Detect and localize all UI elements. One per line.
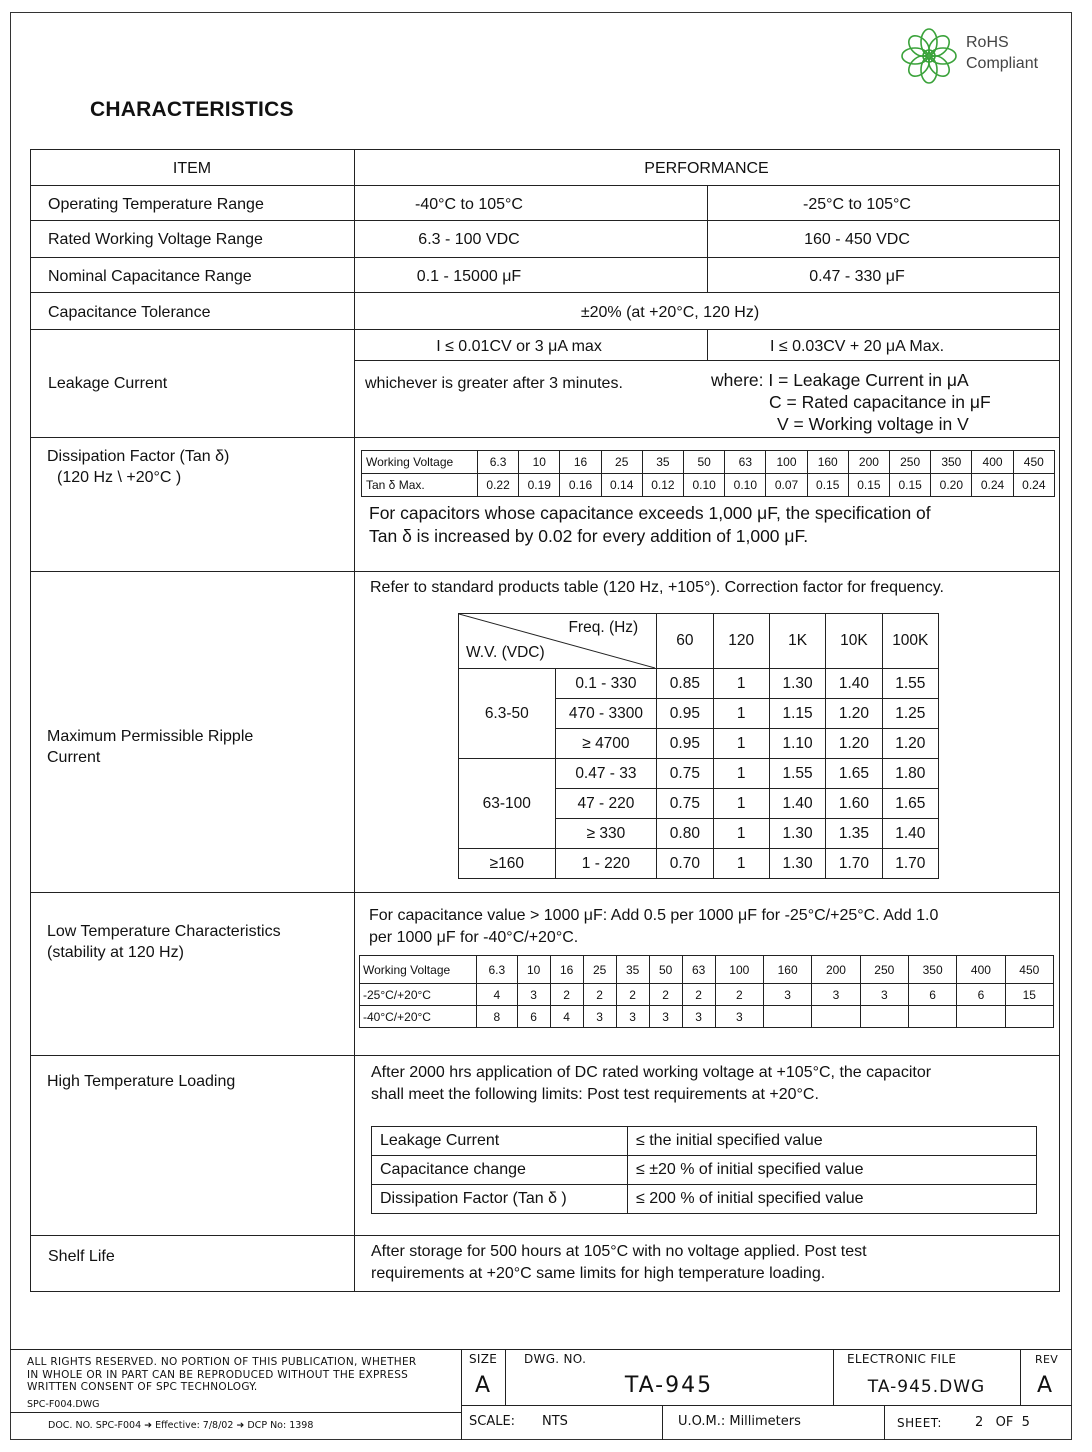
limit-value-cell: ≤ the initial specified value xyxy=(628,1127,1037,1156)
tan-voltage-cell: 50 xyxy=(684,451,725,474)
scale-label: SCALE: xyxy=(469,1414,516,1429)
lowtemp-ratio-cell: 3 xyxy=(517,984,550,1006)
capacitance-range-cell: 47 - 220 xyxy=(555,789,657,819)
lowtemp-ratio-cell xyxy=(957,1006,1005,1028)
lowtemp-ratio-cell: 3 xyxy=(812,984,860,1006)
correction-factor-cell: 1.20 xyxy=(826,729,882,759)
capacitance-range-cell: 0.1 - 330 xyxy=(555,669,657,699)
lowtemp-ratio-cell: 3 xyxy=(616,1006,649,1028)
rohs-label-1: RoHS xyxy=(966,34,1009,51)
correction-factor-cell: 1 xyxy=(713,849,769,879)
lowtemp-voltage-cell: 35 xyxy=(616,956,649,984)
tan-voltage-cell: 25 xyxy=(601,451,642,474)
tan-value-cell: 0.20 xyxy=(931,474,972,497)
tan-value-cell: 0.24 xyxy=(972,474,1013,497)
tan-value-cell: 0.19 xyxy=(519,474,560,497)
tan-value-cell: 0.22 xyxy=(478,474,519,497)
ripple-row xyxy=(459,849,939,879)
tan-header-label: Working Voltage xyxy=(362,451,478,474)
tan-voltage-cell: 10 xyxy=(519,451,560,474)
correction-factor-cell: 1.70 xyxy=(882,849,938,879)
correction-factor-cell: 1 xyxy=(713,729,769,759)
tan-value-cell: 0.16 xyxy=(560,474,601,497)
row-label-shelf-life: Shelf Life xyxy=(48,1248,115,1265)
lowtemp-voltage-cell: 16 xyxy=(550,956,583,984)
lowtemp-ratio-cell: 6 xyxy=(957,984,1005,1006)
tan-value-cell: 0.15 xyxy=(890,474,931,497)
lowtemp-ratio-cell: 3 xyxy=(715,1006,763,1028)
correction-factor-cell: 1.30 xyxy=(769,849,825,879)
tan-voltage-cell: 6.3 xyxy=(478,451,519,474)
row-label-dissipation-2: (120 Hz \ +20°C ) xyxy=(57,469,182,486)
correction-factor-cell: 1.40 xyxy=(882,819,938,849)
tan-voltage-cell: 100 xyxy=(766,451,807,474)
uom-value: U.O.M.: Millimeters xyxy=(678,1414,801,1429)
correction-factor-cell: 1.20 xyxy=(826,699,882,729)
rohs-flower-icon xyxy=(900,28,958,84)
correction-factor-cell: 1.30 xyxy=(769,669,825,699)
tan-voltage-cell: 160 xyxy=(807,451,848,474)
wv-axis-label: W.V. (VDC) xyxy=(466,644,545,661)
row-label-operating-temp: Operating Temperature Range xyxy=(48,196,264,213)
correction-factor-cell: 1.20 xyxy=(882,729,938,759)
correction-factor-cell: 0.75 xyxy=(657,789,713,819)
lowtemp-voltage-cell: 10 xyxy=(517,956,550,984)
row-label-cap-tolerance: Capacitance Tolerance xyxy=(48,304,211,321)
correction-factor-cell: 1 xyxy=(713,819,769,849)
limit-name-cell: Dissipation Factor (Tan δ ) xyxy=(372,1185,628,1214)
capacitance-range-cell: ≥ 330 xyxy=(555,819,657,849)
correction-factor-cell: 1.60 xyxy=(826,789,882,819)
lowtemp-ratio-cell: 2 xyxy=(682,984,715,1006)
doc-info: DOC. NO. SPC-F004 ➜ Effective: 7/8/02 ➜ DCP No: 1398 xyxy=(48,1420,314,1431)
page-title: CHARACTERISTICS xyxy=(90,98,294,121)
correction-factor-cell: 1.10 xyxy=(769,729,825,759)
tan-value-cell: 0.10 xyxy=(684,474,725,497)
rated-voltage-low: 6.3 - 100 VDC xyxy=(418,231,520,248)
correction-factor-cell: 1.40 xyxy=(826,669,882,699)
row-label-ripple-1: Maximum Permissible Ripple xyxy=(47,728,254,745)
freq-header-cell: 1K xyxy=(769,614,825,669)
tan-value-cell: 0.15 xyxy=(848,474,889,497)
tan-value-cell: 0.10 xyxy=(725,474,766,497)
row-label-lowtemp-2: (stability at 120 Hz) xyxy=(47,944,184,961)
rights-notice xyxy=(27,1356,417,1394)
correction-factor-cell: 1.25 xyxy=(882,699,938,729)
sheet-label: SHEET: xyxy=(897,1416,942,1430)
tan-voltage-cell: 350 xyxy=(931,451,972,474)
lowtemp-ratio-cell xyxy=(1005,1006,1053,1028)
lowtemp-ratio-cell: 3 xyxy=(583,1006,616,1028)
correction-factor-cell: 1.70 xyxy=(826,849,882,879)
row-label-hightemp: High Temperature Loading xyxy=(47,1073,236,1090)
nominal-cap-low: 0.1 - 15000 μF xyxy=(416,268,522,285)
correction-factor-cell: 1.65 xyxy=(882,789,938,819)
leakage-where-3: V = Working voltage in V xyxy=(777,414,969,434)
hightemp-note-2: shall meet the following limits: Post test requirements at +20°C. xyxy=(371,1086,819,1103)
lowtemp-ratio-cell: 15 xyxy=(1005,984,1053,1006)
leakage-note: whichever is greater after 3 minutes. xyxy=(365,375,623,392)
cap-tolerance-value: ±20% (at +20°C, 120 Hz) xyxy=(580,304,760,321)
leakage-where-2: C = Rated capacitance in μF xyxy=(769,392,991,412)
tan-voltage-cell: 250 xyxy=(890,451,931,474)
lowtemp-ratio-cell: 3 xyxy=(763,984,811,1006)
shelf-life-note-1: After storage for 500 hours at 105°C with no voltage applied. Post test xyxy=(371,1243,867,1260)
ripple-row xyxy=(459,759,939,789)
limit-row xyxy=(372,1156,1037,1185)
lowtemp-ratio-cell: 6 xyxy=(517,1006,550,1028)
shelf-life-note-2: requirements at +20°C same limits for high temperature loading. xyxy=(371,1265,826,1282)
correction-factor-cell: 1.30 xyxy=(769,819,825,849)
dissipation-note-2: Tan δ is increased by 0.02 for every addition of 1,000 μF. xyxy=(369,526,809,546)
lowtemp-ratio-cell: 2 xyxy=(649,984,682,1006)
nominal-cap-high: 0.47 - 330 μF xyxy=(809,268,905,285)
lowtemp-ratio-cell xyxy=(908,1006,956,1028)
lowtemp-voltage-cell: 160 xyxy=(763,956,811,984)
row-label-rated-voltage: Rated Working Voltage Range xyxy=(48,231,263,248)
tan-value-cell: 0.14 xyxy=(601,474,642,497)
operating-temp-high: -25°C to 105°C xyxy=(803,196,911,213)
dissipation-note-1: For capacitors whose capacitance exceeds 1,000 μF, the specification of xyxy=(369,503,931,523)
rights-line-2: IN WHOLE OR IN PART CAN BE REPRODUCED WITHOUT THE EXPRESS xyxy=(27,1368,409,1381)
lowtemp-row1-label: -25°C/+20°C xyxy=(360,984,477,1006)
lowtemp-ratio-cell: 4 xyxy=(477,984,518,1006)
rev-value: A xyxy=(1037,1373,1055,1398)
lowtemp-ratio-cell: 2 xyxy=(715,984,763,1006)
lowtemp-voltage-cell: 200 xyxy=(812,956,860,984)
lowtemp-ratio-cell: 8 xyxy=(477,1006,518,1028)
rights-line-3: WRITTEN CONSENT OF SPC TECHNOLOGY. xyxy=(27,1381,258,1393)
lowtemp-ratio-cell: 3 xyxy=(682,1006,715,1028)
lowtemp-voltage-cell: 450 xyxy=(1005,956,1053,984)
tan-delta-table xyxy=(361,450,1055,497)
ripple-row xyxy=(459,669,939,699)
row-label-ripple-2: Current xyxy=(47,749,101,766)
correction-factor-cell: 1.55 xyxy=(769,759,825,789)
lowtemp-voltage-cell: 250 xyxy=(860,956,908,984)
correction-factor-cell: 0.75 xyxy=(657,759,713,789)
rohs-badge xyxy=(900,26,1080,86)
header-performance: PERFORMANCE xyxy=(644,160,769,177)
operating-temp-low: -40°C to 105°C xyxy=(415,196,523,213)
size-label: SIZE xyxy=(469,1352,498,1366)
rated-voltage-high: 160 - 450 VDC xyxy=(804,231,910,248)
leakage-formula-low: I ≤ 0.01CV or 3 μA max xyxy=(436,338,602,355)
correction-factor-cell: 1 xyxy=(713,789,769,819)
tan-value-cell: 0.15 xyxy=(807,474,848,497)
rohs-label-2: Compliant xyxy=(966,55,1039,72)
lowtemp-voltage-cell: 63 xyxy=(682,956,715,984)
low-temp-table xyxy=(359,955,1054,1028)
freq-axis-label: Freq. (Hz) xyxy=(568,619,639,636)
lowtemp-ratio-cell xyxy=(860,1006,908,1028)
correction-factor-cell: 0.85 xyxy=(657,669,713,699)
rights-line-1: ALL RIGHTS RESERVED. NO PORTION OF THIS PUBLICATION, WHETHER xyxy=(27,1356,417,1368)
lowtemp-voltage-cell: 25 xyxy=(583,956,616,984)
leakage-formula-high: I ≤ 0.03CV + 20 μA Max. xyxy=(769,338,945,355)
lowtemp-voltage-cell: 100 xyxy=(715,956,763,984)
correction-factor-cell: 1.15 xyxy=(769,699,825,729)
tan-voltage-cell: 400 xyxy=(972,451,1013,474)
electronic-file-label: ELECTRONIC FILE xyxy=(847,1352,957,1366)
limit-row xyxy=(372,1127,1037,1156)
wv-group-cell: ≥160 xyxy=(459,849,556,879)
lowtemp-ratio-cell: 3 xyxy=(649,1006,682,1028)
lowtemp-voltage-cell: 6.3 xyxy=(477,956,518,984)
freq-header-cell: 60 xyxy=(657,614,713,669)
dwg-no-label: DWG. NO. xyxy=(524,1352,587,1366)
lowtemp-ratio-cell: 4 xyxy=(550,1006,583,1028)
sheet-value: 2 OF 5 xyxy=(975,1415,1030,1430)
correction-factor-cell: 0.95 xyxy=(657,699,713,729)
capacitance-range-cell: 0.47 - 33 xyxy=(555,759,657,789)
electronic-file-value: TA-945.DWG xyxy=(867,1377,986,1397)
lowtemp-ratio-cell xyxy=(763,1006,811,1028)
ripple-intro: Refer to standard products table (120 Hz, +105°). Correction factor for frequency. xyxy=(370,579,944,596)
lowtemp-ratio-cell: 6 xyxy=(908,984,956,1006)
correction-factor-cell: 0.80 xyxy=(657,819,713,849)
freq-header-cell: 120 xyxy=(713,614,769,669)
tan-row-label: Tan δ Max. xyxy=(362,474,478,497)
correction-factor-cell: 1.35 xyxy=(826,819,882,849)
limit-value-cell: ≤ 200 % of initial specified value xyxy=(628,1185,1037,1214)
dwg-no-value: TA-945 xyxy=(624,1373,714,1398)
hightemp-note-1: After 2000 hrs application of DC rated working voltage at +105°C, the capacitor xyxy=(371,1064,932,1081)
lowtemp-voltage-cell: 50 xyxy=(649,956,682,984)
correction-factor-cell: 1 xyxy=(713,669,769,699)
limit-row xyxy=(372,1185,1037,1214)
tan-value-cell: 0.12 xyxy=(642,474,683,497)
lowtemp-voltage-cell: 400 xyxy=(957,956,1005,984)
correction-factor-cell: 1 xyxy=(713,699,769,729)
high-temp-limits-table xyxy=(371,1126,1037,1214)
lowtemp-ratio-cell: 2 xyxy=(583,984,616,1006)
correction-factor-cell: 1.65 xyxy=(826,759,882,789)
correction-factor-cell: 1.40 xyxy=(769,789,825,819)
lowtemp-note-2: per 1000 μF for -40°C/+20°C. xyxy=(369,929,579,946)
capacitance-range-cell: ≥ 4700 xyxy=(555,729,657,759)
row-label-dissipation-1: Dissipation Factor (Tan δ) xyxy=(47,448,230,465)
scale-value: NTS xyxy=(542,1414,568,1429)
ripple-correction-table xyxy=(458,613,939,879)
lowtemp-header-label: Working Voltage xyxy=(360,956,477,984)
correction-factor-cell: 0.95 xyxy=(657,729,713,759)
row-label-nominal-cap: Nominal Capacitance Range xyxy=(48,268,252,285)
leakage-where-1: where: I = Leakage Current in μA xyxy=(711,370,969,390)
wv-group-cell: 63-100 xyxy=(459,759,556,849)
tan-value-cell: 0.24 xyxy=(1013,474,1054,497)
tan-voltage-cell: 450 xyxy=(1013,451,1054,474)
rev-label: REV xyxy=(1035,1353,1059,1366)
lowtemp-ratio-cell: 2 xyxy=(616,984,649,1006)
lowtemp-voltage-cell: 350 xyxy=(908,956,956,984)
tan-voltage-cell: 16 xyxy=(560,451,601,474)
correction-factor-cell: 1.55 xyxy=(882,669,938,699)
limit-name-cell: Leakage Current xyxy=(372,1127,628,1156)
lowtemp-ratio-cell: 2 xyxy=(550,984,583,1006)
size-value: A xyxy=(475,1373,493,1398)
ripple-corner-cell xyxy=(459,614,657,669)
lowtemp-ratio-cell: 3 xyxy=(860,984,908,1006)
correction-factor-cell: 0.70 xyxy=(657,849,713,879)
tan-voltage-cell: 35 xyxy=(642,451,683,474)
tan-voltage-cell: 63 xyxy=(725,451,766,474)
freq-header-cell: 10K xyxy=(826,614,882,669)
correction-factor-cell: 1.80 xyxy=(882,759,938,789)
tan-voltage-cell: 200 xyxy=(848,451,889,474)
row-label-leakage: Leakage Current xyxy=(48,375,168,392)
lowtemp-ratio-cell xyxy=(812,1006,860,1028)
limit-name-cell: Capacitance change xyxy=(372,1156,628,1185)
capacitance-range-cell: 470 - 3300 xyxy=(555,699,657,729)
limit-value-cell: ≤ ±20 % of initial specified value xyxy=(628,1156,1037,1185)
capacitance-range-cell: 1 - 220 xyxy=(555,849,657,879)
header-item: ITEM xyxy=(172,160,212,177)
row-label-lowtemp-1: Low Temperature Characteristics xyxy=(47,923,281,940)
lowtemp-note-1: For capacitance value > 1000 μF: Add 0.5 per 1000 μF for -25°C/+25°C. Add 1.0 xyxy=(369,907,939,924)
lowtemp-row2-label: -40°C/+20°C xyxy=(360,1006,477,1028)
tan-value-cell: 0.07 xyxy=(766,474,807,497)
correction-factor-cell: 1 xyxy=(713,759,769,789)
freq-header-cell: 100K xyxy=(882,614,938,669)
template-file: SPC-F004.DWG xyxy=(27,1399,100,1410)
wv-group-cell: 6.3-50 xyxy=(459,669,556,759)
